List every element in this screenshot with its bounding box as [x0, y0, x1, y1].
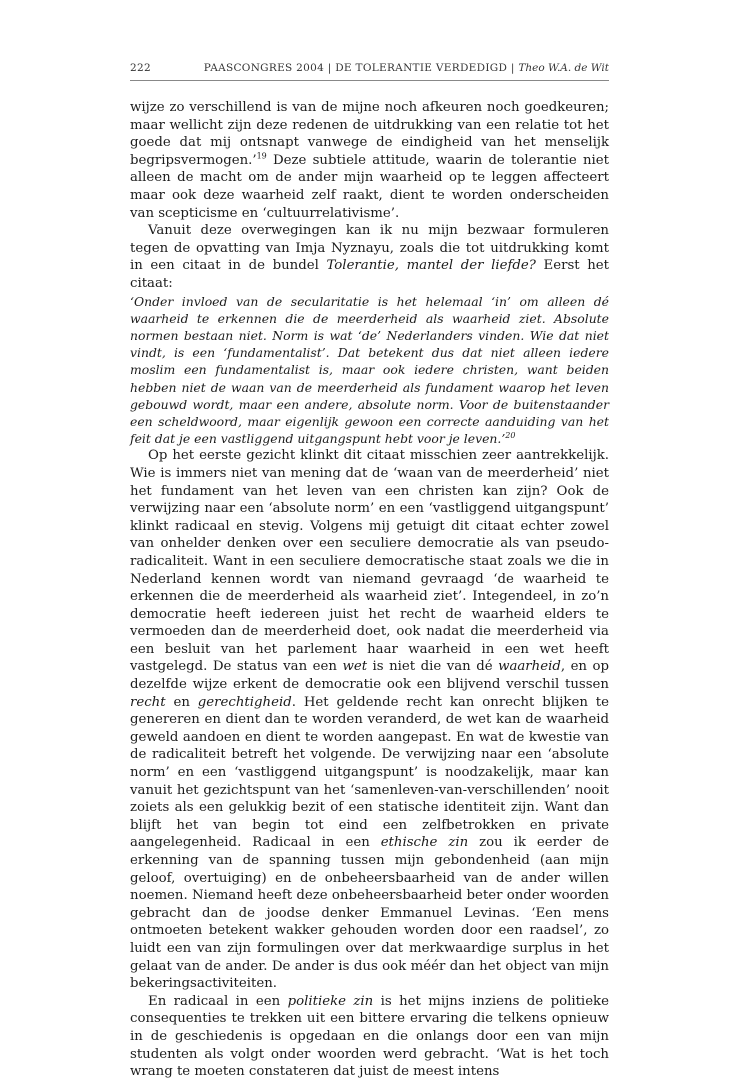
- term-waarheid: waarheid: [498, 659, 561, 675]
- running-header: [130, 62, 609, 78]
- block-quote: [130, 293, 609, 448]
- p1-text-a: wijze zo verschillend is van de mijne noch afkeuren noch goedkeuren; maar wellicht zijn deze redenen de uitdrukking van een relatie tot het goede dat mij ontsnapt vanwege de eindigheid van het menselijk begripsvermogen.’: [130, 100, 609, 168]
- term-recht: recht: [130, 694, 166, 710]
- p4-text-b: is het mijns inziens de politieke consequenties te trekken uit een bittere ervaring die telkens opnieuw in de geschiedenis is opgedaan en die onlangs door een van mijn studenten als volgt onder woorden werd gebracht. ‘Wat is het toch wrang te moeten constateren dat juist de meest intens: [130, 993, 609, 1080]
- footnote-ref-20: 20: [505, 431, 516, 441]
- book-title: Tolerantie, mantel der liefde?: [326, 258, 536, 274]
- term-politieke-zin: politieke zin: [287, 993, 374, 1009]
- p3-text-e: . Het geldende recht kan onrecht blijken te genereren en dient dan te worden veranderd, de wet kan de waarheid geweld aandoen en dient te worden aangepast. En wat de kwestie van de radicaliteit betreft het volgende. De verwijzing naar een ‘absolute norm’ en een ‘vastliggend uitgangspunt’ is noodzakelijk, maar kan vanuit het gezichtspunt van het ‘samenleven-van-verschillenden’ nooit zoiets als een gelukkig bezit of een statische identiteit zijn. Want dan blijft het van begin tot eind een zelfbetrokken en private aangelegenheid. Radicaal in een: [130, 694, 610, 851]
- page-number: 222: [130, 62, 151, 74]
- header-rule: [130, 80, 609, 81]
- paragraph-2: [130, 222, 609, 292]
- quote-text: ‘Onder invloed van de secularitatie is het helemaal ‘in’ om alleen dé waarheid te erkennen die de meerderheid als waarheid ziet. Absolute normen bestaan niet. Norm is wat ‘de’ Nederlanders vinden. Wie dat niet vindt, is een ‘fundamentalist’. Dat betekent dus dat niet alleen iedere moslim een fundamentalist is, maar ook iedere christen, want beiden hebben niet de waan van de meerderheid als fundament waarop het leven gebouwd wordt, maar een andere, absolute norm. Voor de buitenstaander een scheldwoord, maar eigenlijk gewoon een correcte aanduiding van het feit dat je een vastliggend uitgangspunt hebt voor je leven.’: [130, 293, 609, 447]
- p3-text-f: zou ik eerder de erkenning van de spanning tussen mijn gebondenheid (aan mijn geloof, overtuiging) en de onbeheersbaarheid van de ander willen noemen. Niemand heeft deze onbeheersbaarheid beter onder woorden gebracht dan de joodse denker Emmanuel Levinas. ‘Een mens ontmoeten betekent wakker gehouden worden door een raadsel’, zo luidt een van zijn formulingen over dat merkwaardige surplus in het gelaat van de ander. De ander is dus ook méér dan het object van mijn bekeringsactiviteiten.: [130, 835, 609, 992]
- p3-text-a: Op het eerste gezicht klinkt dit citaat misschien zeer aantrekkelijk. Wie is immers niet van mening dat de ‘waan van de meerderheid’ niet het fundament van het leven van een christen kan zijn? Ook de verwijzing naar een ‘absolute norm’ en een ‘vastliggend uitgangspunt’ klinkt radicaal en stevig. Volgens mij getuigt dit citaat echter zowel van onhelder denken over een seculiere democratie als van pseudo-radicaliteit. Want in een seculiere democratische staat zoals we die in Nederland kennen wordt van niemand gevraagd ‘de waarheid te erkennen die de meerderheid als waarheid ziet’. Integendeel, in zo’n democratie heeft iedereen juist het recht de waarheid elders te vermoeden dan de meerderheid doet, ook nadat die meerderheid via een besluit van het parlement haar waarheid in een wet heeft vastgelegd. De status van een: [130, 448, 609, 675]
- running-title: [204, 62, 609, 74]
- p2-text-b: Eerst het citaat:: [130, 258, 609, 291]
- p4-text-a: En radicaal in een: [148, 993, 288, 1009]
- term-gerechtigheid: gerechtigheid: [197, 694, 292, 710]
- footnote-ref-19: 19: [256, 151, 267, 161]
- p1-text-b: Deze subtiele attitude, waarin de tolerantie niet alleen de macht om de ander mijn waarheid op te leggen affecteert maar ook deze waarheid zelf raakt, dient te worden onderscheiden van scepticisme en ‘cultuurrelativisme’.: [130, 152, 609, 221]
- term-ethische-zin: ethische zin: [380, 835, 469, 851]
- p3-text-c: , en op dezelfde wijze erkent de democratie ook een blijvend verschil tussen: [130, 659, 609, 693]
- p2-text-a: Vanuit deze overwegingen kan ik nu mijn bezwaar formuleren tegen de opvatting van Imja Nyznayu, zoals die tot uitdrukking komt in een citaat in de bundel: [130, 223, 609, 274]
- paragraph-3: [130, 447, 609, 992]
- running-title-text: PAASCONGRES 2004 | DE TOLERANTIE VERDEDIGD |: [203, 62, 515, 74]
- term-wet: wet: [342, 659, 368, 675]
- running-author: Theo W.A. de Wit: [518, 62, 609, 74]
- p3-text-b: is niet die van dé: [367, 659, 499, 675]
- p3-text-d: en: [165, 694, 198, 710]
- paragraph-1: [130, 99, 609, 222]
- page-body: [130, 99, 609, 1081]
